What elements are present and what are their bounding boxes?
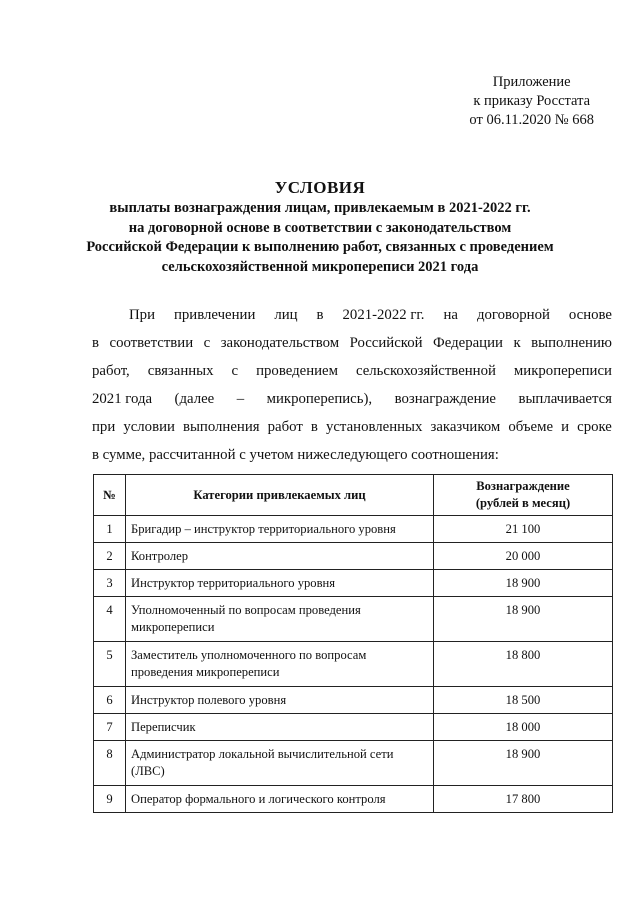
paragraph-word: (далее <box>174 391 215 407</box>
paragraph-word: микроперепись), <box>266 391 373 407</box>
paragraph-word: – <box>236 391 245 407</box>
paragraph-word: соответствии <box>109 335 194 351</box>
row-amount-cell: 21 100 <box>434 516 613 543</box>
paragraph-word: вознаграждение <box>394 391 496 407</box>
row-number-cell: 7 <box>94 714 126 741</box>
paragraph-word: договорной <box>476 307 550 323</box>
row-amount-cell: 18 900 <box>434 570 613 597</box>
paragraph-line-5 <box>92 413 612 441</box>
paragraph-word: в <box>92 335 99 351</box>
row-number-cell: 5 <box>94 642 126 687</box>
row-amount-cell: 18 000 <box>434 714 613 741</box>
table-row <box>94 642 613 687</box>
paragraph-word: лиц <box>274 307 298 323</box>
paragraph-line-6: в сумме, рассчитанной с учетом нижеследующего соотношения: <box>92 447 499 463</box>
table-row <box>94 543 613 570</box>
paragraph-line-3 <box>92 357 612 385</box>
paragraph-word: Федерации <box>433 335 503 351</box>
reward-table <box>93 474 613 813</box>
header-number: № <box>94 475 126 516</box>
paragraph-word: сельскохозяйственной <box>355 363 496 379</box>
body-paragraph <box>92 301 612 469</box>
subtitle-line-1: выплаты вознаграждения лицам, привлекаемым в 2021-2022 гг. <box>109 200 531 216</box>
paragraph-word: и <box>561 419 570 435</box>
row-number-cell: 1 <box>94 516 126 543</box>
document-title: УСЛОВИЯ <box>274 178 366 197</box>
annex-line-2: к приказу Росстата <box>473 93 591 109</box>
row-category-cell: Администратор локальной вычислительной сети (ЛВС) <box>126 741 434 786</box>
paragraph-word: в <box>310 419 318 435</box>
table-row <box>94 570 613 597</box>
row-category-cell: Заместитель уполномоченного по вопросам проведения микропереписи <box>126 642 434 687</box>
paragraph-word: объеме <box>508 419 554 435</box>
document-subtitle <box>80 199 560 277</box>
paragraph-word: на <box>443 307 458 323</box>
paragraph-word: выполнения <box>182 419 260 435</box>
header-reward-line-2: (рублей в месяц) <box>475 496 571 510</box>
header-reward <box>434 475 613 516</box>
paragraph-line-4 <box>92 385 612 413</box>
header-category: Категории привлекаемых лиц <box>126 475 434 516</box>
table-row <box>94 516 613 543</box>
row-amount-cell: 18 900 <box>434 597 613 642</box>
paragraph-word: 2021-2022 гг. <box>342 307 425 323</box>
paragraph-word: установленных <box>325 419 423 435</box>
paragraph-word: При <box>129 307 156 323</box>
row-amount-cell: 18 500 <box>434 687 613 714</box>
row-amount-cell: 18 900 <box>434 741 613 786</box>
paragraph-word: выплачивается <box>518 391 612 407</box>
paragraph-word: заказчиком <box>430 419 501 435</box>
row-category-cell: Бригадир – инструктор территориального уровня <box>126 516 434 543</box>
paragraph-word: работ <box>267 419 303 435</box>
table-row <box>94 786 613 813</box>
paragraph-word: привлечении <box>173 307 256 323</box>
table-row <box>94 741 613 786</box>
paragraph-word: проведением <box>256 363 338 379</box>
paragraph-word: условии <box>123 419 175 435</box>
paragraph-word: работ, <box>92 363 130 379</box>
subtitle-line-2: на договорной основе в соответствии с законодательством <box>128 219 512 236</box>
row-amount-cell: 20 000 <box>434 543 613 570</box>
paragraph-word: к <box>513 335 521 351</box>
paragraph-word: с <box>231 363 239 379</box>
paragraph-word: 2021 года <box>92 391 153 407</box>
paragraph-word: при <box>92 419 116 435</box>
row-amount-cell: 18 800 <box>434 642 613 687</box>
row-category-cell: Оператор формального и логического контроля <box>126 786 434 813</box>
row-number-cell: 9 <box>94 786 126 813</box>
subtitle-line-4: сельскохозяйственной микропереписи 2021 года <box>161 258 479 275</box>
row-category-cell: Уполномоченный по вопросам проведения микропереписи <box>126 597 434 642</box>
table-row <box>94 597 613 642</box>
paragraph-word: с <box>203 335 211 351</box>
paragraph-word: Российской <box>349 335 423 351</box>
table-header-row <box>94 475 613 516</box>
paragraph-word: связанных <box>147 363 214 379</box>
paragraph-word: в <box>316 307 324 323</box>
header-reward-line-1: Вознаграждение <box>476 479 570 493</box>
paragraph-line-1 <box>92 301 612 329</box>
row-number-cell: 3 <box>94 570 126 597</box>
paragraph-word: сроке <box>577 419 612 435</box>
paragraph-word: законодательством <box>220 335 340 351</box>
row-category-cell: Инструктор территориального уровня <box>126 570 434 597</box>
row-number-cell: 2 <box>94 543 126 570</box>
paragraph-word: микропереписи <box>513 363 612 379</box>
row-number-cell: 4 <box>94 597 126 642</box>
table-row <box>94 714 613 741</box>
table-row <box>94 687 613 714</box>
paragraph-word: основе <box>568 307 612 323</box>
annex-header <box>469 73 594 130</box>
subtitle-line-3: Российской Федерации к выполнению работ, связанных с проведением <box>86 239 554 255</box>
annex-line-1: Приложение <box>492 74 571 90</box>
row-amount-cell: 17 800 <box>434 786 613 813</box>
row-number-cell: 6 <box>94 687 126 714</box>
paragraph-line-2 <box>92 329 612 357</box>
paragraph-word: выполнению <box>531 335 612 351</box>
row-category-cell: Контролер <box>126 543 434 570</box>
row-category-cell: Переписчик <box>126 714 434 741</box>
row-category-cell: Инструктор полевого уровня <box>126 687 434 714</box>
table-body <box>94 516 613 813</box>
row-number-cell: 8 <box>94 741 126 786</box>
annex-line-3: от 06.11.2020 № 668 <box>469 112 594 128</box>
